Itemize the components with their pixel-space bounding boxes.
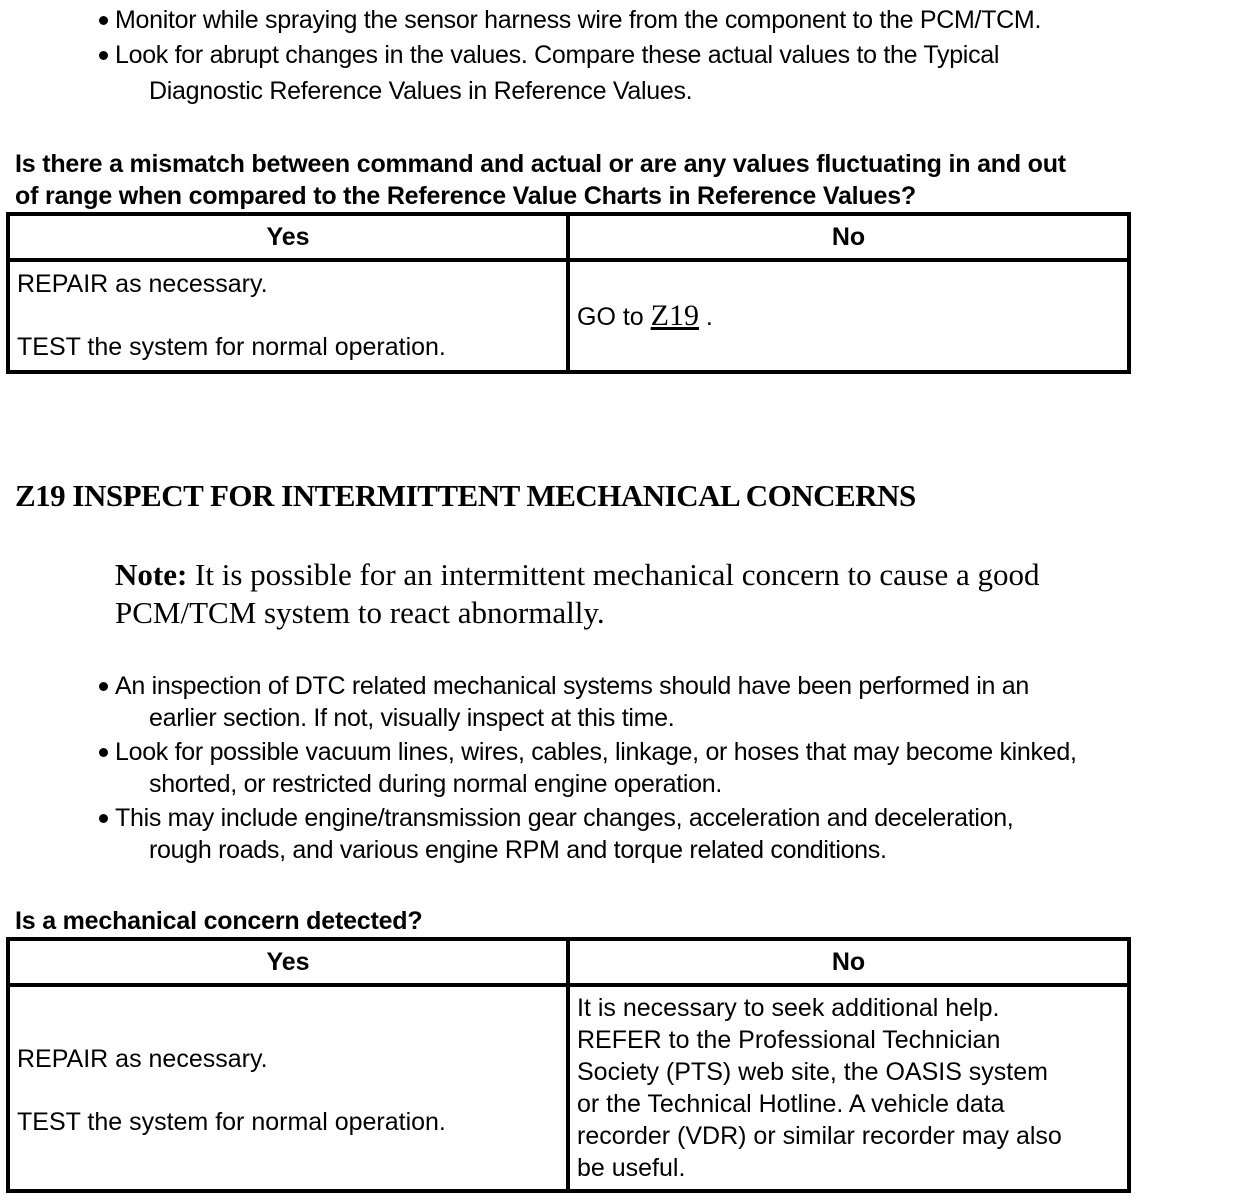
note-label: Note:: [115, 557, 188, 592]
bullet-icon: [99, 16, 108, 25]
bullet-icon: [99, 682, 108, 691]
bullet-text: Look for possible vacuum lines, wires, cables, linkage, or hoses that may become kinked,: [115, 738, 1077, 766]
question-line: of range when compared to the Reference Value Charts in Reference Values?: [15, 182, 916, 210]
bullet-icon: [99, 51, 108, 60]
help-text: REFER to the Professional Technician: [577, 1026, 1001, 1054]
bullet-icon: [99, 814, 108, 823]
column-header-no: No: [568, 939, 1129, 985]
list-item: [98, 4, 1041, 36]
bullet-text: Monitor while spraying the sensor harness wire from the component to the PCM/TCM.: [115, 6, 1042, 34]
yes-cell: [8, 985, 568, 1191]
question-line: Is there a mismatch between command and actual or are any values fluctuating in and out: [15, 150, 1066, 178]
intro-bullet-list: [98, 4, 1041, 107]
bullet-text: An inspection of DTC related mechanical systems should have been performed in an: [115, 672, 1030, 700]
section-bullet-list: [98, 670, 1077, 866]
help-text: be useful.: [577, 1154, 686, 1182]
bullet-icon: [99, 748, 108, 757]
period-text: .: [705, 303, 713, 331]
bullet-text: This may include engine/transmission gear changes, acceleration and deceleration,: [115, 804, 1014, 832]
bullet-text: Look for abrupt changes in the values. Compare these actual values to the Typical: [115, 41, 1000, 69]
no-cell: [568, 260, 1129, 372]
question-heading: [15, 148, 1066, 212]
help-text: recorder (VDR) or similar recorder may also: [577, 1122, 1062, 1150]
bullet-text-continued: shorted, or restricted during normal engine operation.: [149, 770, 723, 798]
no-cell: [568, 985, 1129, 1191]
help-text: It is necessary to seek additional help.: [577, 994, 1000, 1022]
list-item: [98, 736, 1077, 800]
list-item: [98, 39, 1041, 107]
yes-no-table: [6, 212, 1131, 374]
question-heading: [15, 905, 422, 937]
go-to-z19-link[interactable]: Z19: [650, 299, 699, 332]
bullet-text-continued: Diagnostic Reference Values in Reference Values.: [149, 77, 693, 105]
column-header-yes: Yes: [8, 214, 568, 260]
note-text: It is possible for an intermittent mechanical concern to cause a good PCM/TCM system to react abnormally.: [115, 557, 1040, 630]
list-item: [98, 802, 1077, 866]
column-header-yes: Yes: [8, 939, 568, 985]
question-line: Is a mechanical concern detected?: [15, 907, 423, 935]
note: [115, 556, 1155, 632]
go-to-text: GO to: [577, 303, 644, 331]
yes-cell: [8, 260, 568, 372]
help-text: Society (PTS) web site, the OASIS system: [577, 1058, 1048, 1086]
section-heading: Z19 INSPECT FOR INTERMITTENT MECHANICAL CONCERNS: [15, 478, 916, 513]
yes-no-table: [6, 937, 1131, 1193]
action-text: REPAIR as necessary.: [17, 1045, 268, 1073]
bullet-text-continued: rough roads, and various engine RPM and torque related conditions.: [149, 836, 887, 864]
action-text: TEST the system for normal operation.: [17, 1108, 446, 1136]
list-item: [98, 670, 1077, 734]
bullet-text-continued: earlier section. If not, visually inspect at this time.: [149, 704, 675, 732]
action-text: TEST the system for normal operation.: [17, 333, 446, 361]
help-text: or the Technical Hotline. A vehicle data: [577, 1090, 1005, 1118]
column-header-no: No: [568, 214, 1129, 260]
action-text: REPAIR as necessary.: [17, 270, 268, 298]
